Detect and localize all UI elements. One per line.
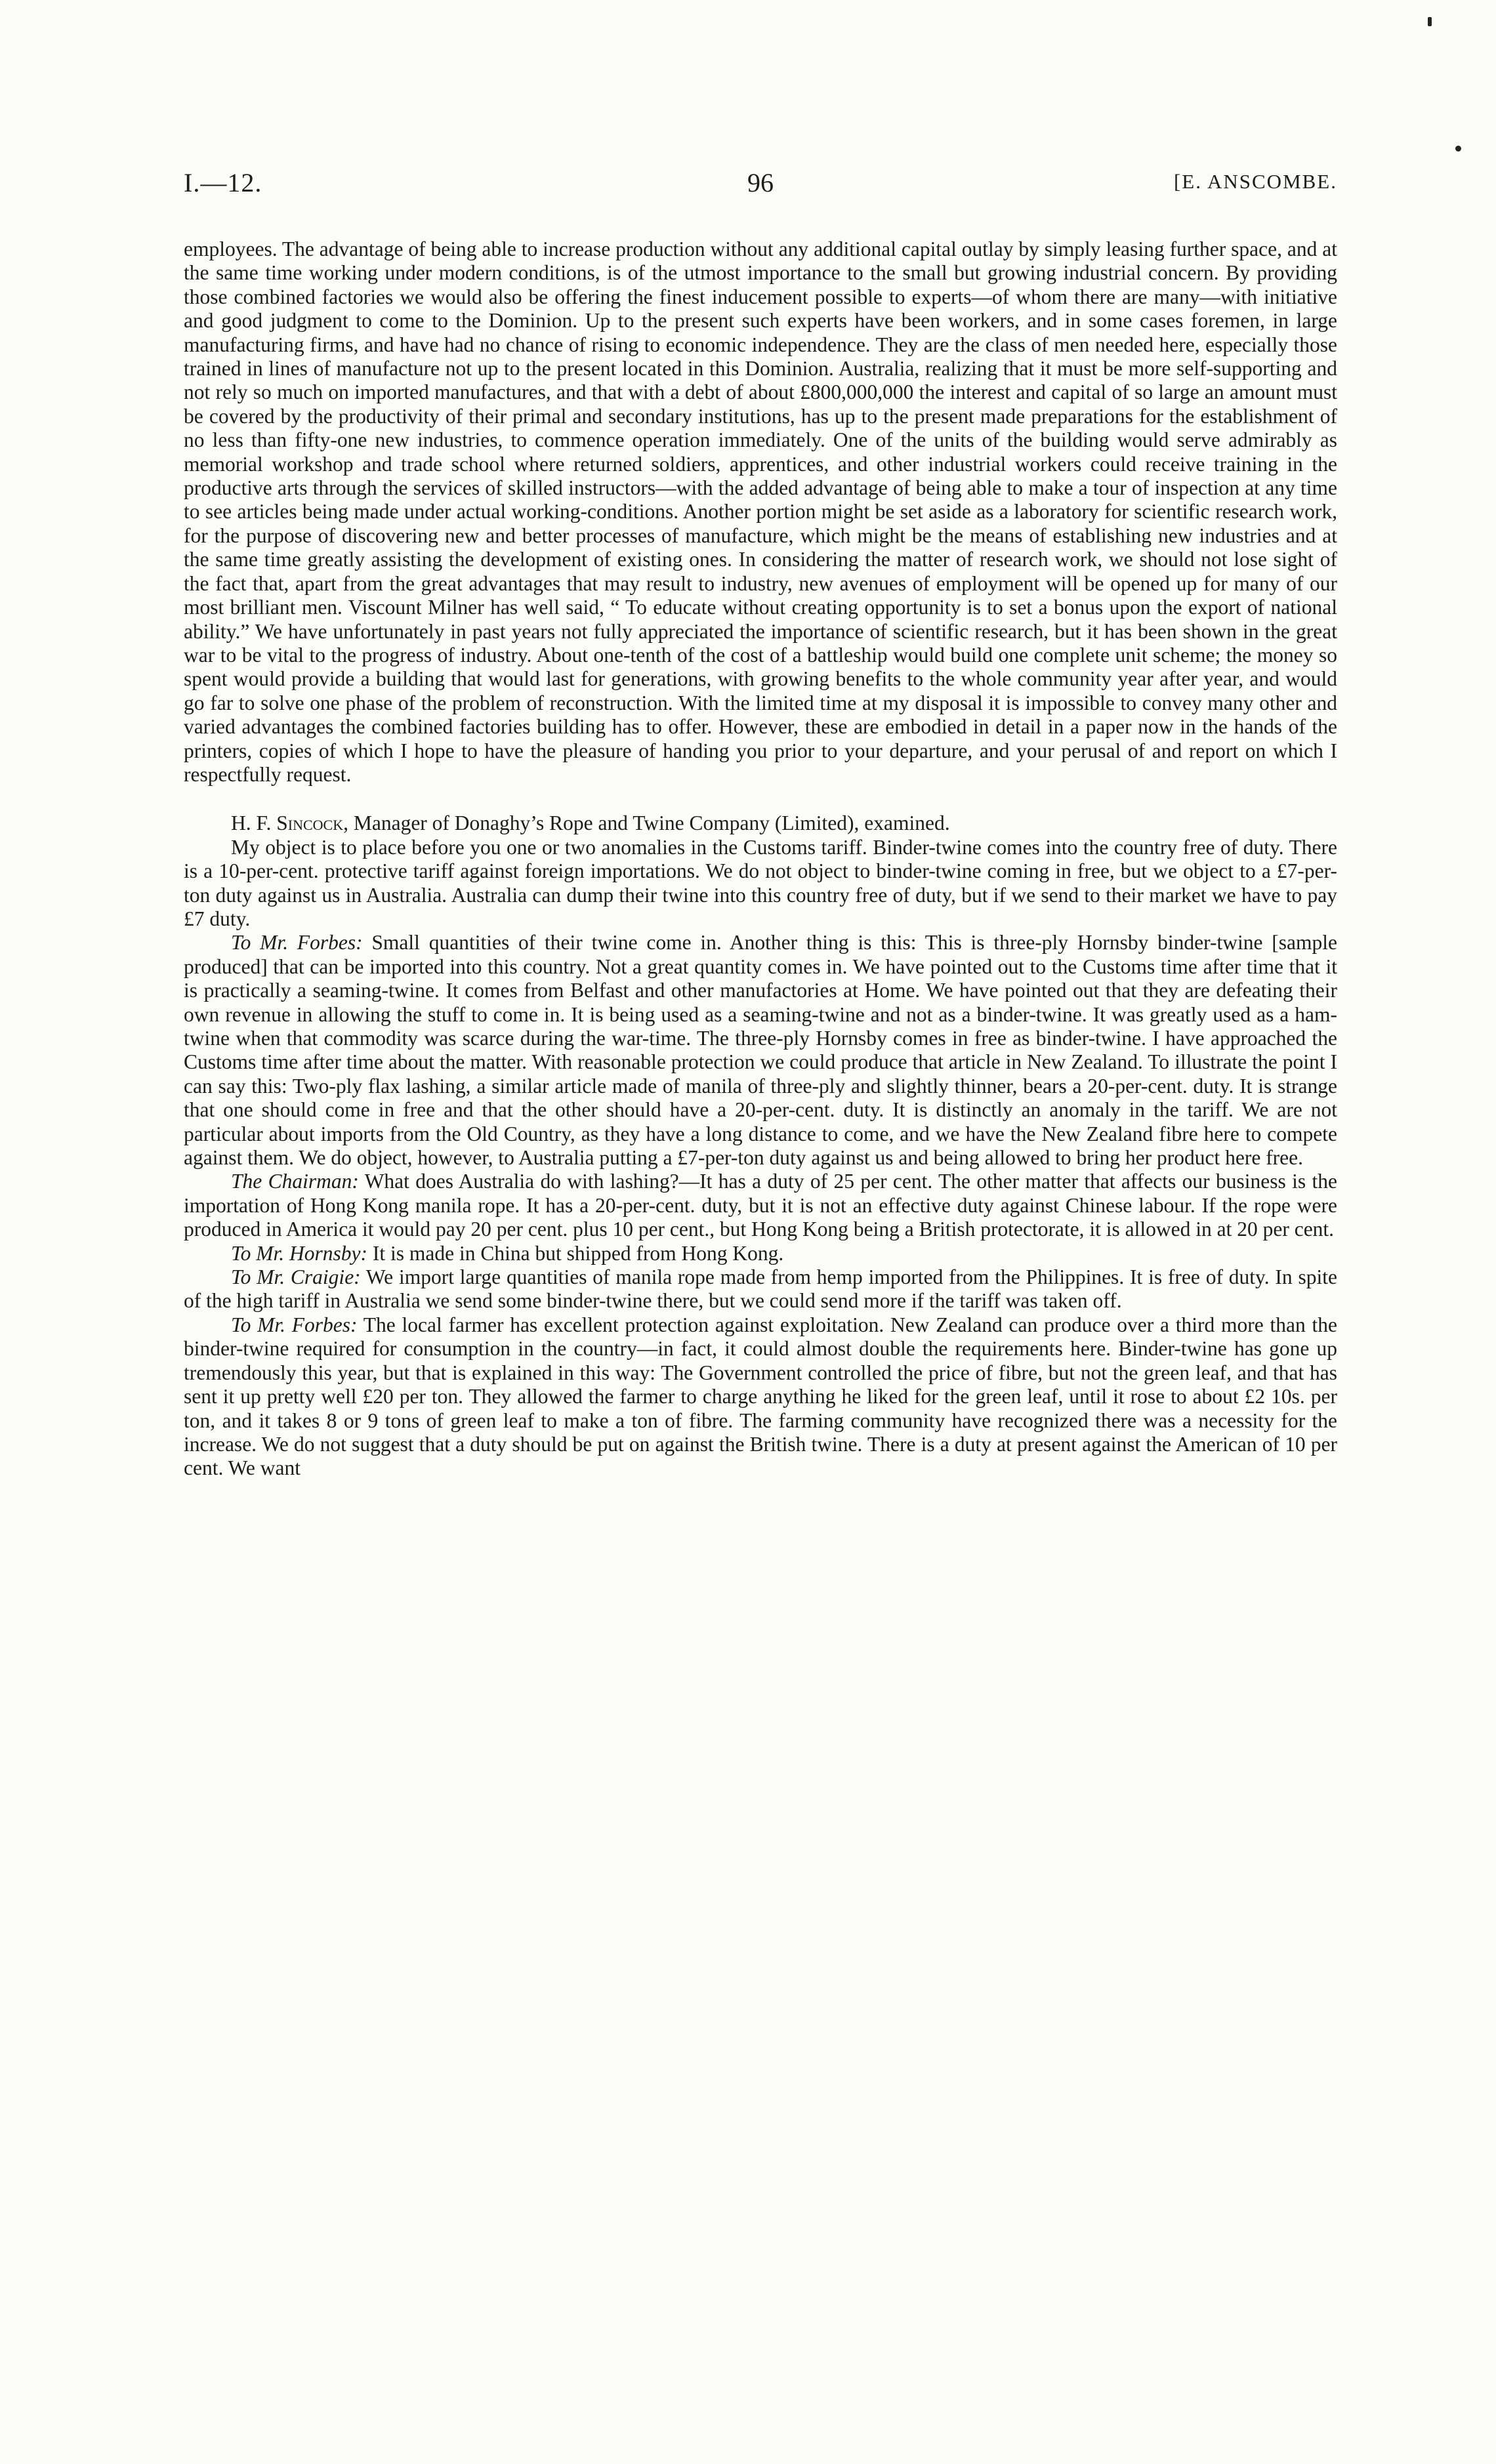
testimony-paragraph [184, 931, 1337, 1170]
speaker-label: To Mr. Forbes: [231, 1313, 358, 1336]
testimony-paragraph [184, 1170, 1337, 1241]
page-header [184, 167, 1337, 207]
testimony-paragraph [184, 1313, 1337, 1481]
testimony-paragraph [184, 1242, 1337, 1265]
testimony-text: We import large quantities of manila rope made from hemp imported from the Philippines. It is free of duty. In spite of the high tariff in Australia we send some binder-twine there, but we could send more if the tariff was taken off. [184, 1265, 1337, 1313]
witness-heading [184, 811, 1337, 835]
margin-mark [1455, 146, 1461, 152]
body-text [184, 237, 1337, 1481]
speaker-label: To Mr. Hornsby: [231, 1241, 367, 1265]
speaker-label: To Mr. Craigie: [231, 1265, 361, 1289]
testimony-text: What does Australia do with lashing?—It has a duty of 25 per cent. The other matter that affects our business is the importation of Hong Kong manila rope. It has a 20-per-cent. duty, but it is not an effective duty against Chinese labour. If the rope were produced in America it would pay 20 per cent. plus 10 per cent., but Hong Kong being a British protectorate, it is allowed in at 20 per cent. [184, 1170, 1338, 1241]
speaker-label: The Chairman: [231, 1170, 359, 1193]
testimony-text: My object is to place before you one or two anomalies in the Customs tariff. Binder-twine comes into the country free of duty. There is a 10-per-cent. protective tariff against foreign importations. We do not object to binder-twine coming in free, but we object to a £7-per-ton duty against us in Australia. Australia can dump their twine into this country free of duty, but if we send to their market we have to pay £7 duty. [184, 835, 1337, 930]
witness-running-head: [E. ANSCOMBE. [1173, 170, 1337, 193]
testimony-text: It is made in China but shipped from Hong Kong. [367, 1241, 784, 1265]
page-number: 96 [747, 168, 774, 197]
testimony-text: Small quantities of their twine come in. Another thing is this: This is three-ply Hornsby binder-twine [sample produced] that can be imported into this country. Not a great quantity comes in. We have pointed out to the Customs time after time that it is practically a seaming-twine. It comes from Belfast and other manufactories at Home. We have pointed out that they are defeating their own revenue in allowing the stuff to come in. It is being used as a seaming-twine and not as a binder-twine. It was greatly used as a ham-twine when that commodity was scarce during the war-time. The three-ply Hornsby comes in free as binder-twine. I have approached the Customs time after time about the matter. With reasonable protection we could produce that article in New Zealand. To illustrate the point I can say this: Two-ply flax lashing, a similar article made of manila of three-ply and slightly thinner, bears a 20-per-cent. duty. It is strange that one should come in free and that the other should have a 20-per-cent. duty. It is distinctly an anomaly in the tariff. We are not particular about imports from the Old Country, as they have a long distance to come, and we have the New Zealand fibre here to compete against them. We do object, however, to Australia putting a £7-per-ton duty against us and being allowed to bring her product here free. [184, 931, 1337, 1170]
speaker-label: To Mr. Forbes: [231, 931, 363, 955]
witness-name: H. F. Sincock [231, 811, 344, 835]
testimony-text: The local farmer has excellent protection against exploitation. New Zealand can produce over a third more than the binder-twine required for consumption in the country—in fact, it could almost double the requirements here. Binder-twine has gone up tremendously this year, but that is explained in this way: The Government controlled the price of fibre, but not the green leaf, and that has sent it up pretty well £20 per ton. They allowed the farmer to charge anything he liked for the green leaf, until it rose to about £2 10s. per ton, and it takes 8 or 9 tons of green leaf to make a ton of fibre. The farming community have recognized there was a necessity for the increase. We do not suggest that a duty should be put on against the British twine. There is a duty at present against the American of 10 per cent. We want [184, 1313, 1337, 1480]
intro-paragraph: employees. The advantage of being able to increase production without any additional capital outlay by simply leasing further space, and at the same time working under modern conditions, is of the utmost importance to the small but growing industrial concern. By providing those combined factories we would also be offering the finest inducement possible to experts—of whom there are many—with initiative and good judgment to come to the Dominion. Up to the present such experts have been workers, and in some cases foremen, in large manufacturing firms, and have had no chance of rising to economic independence. They are the class of men needed here, especially those trained in lines of manufacture not up to the present located in this Dominion. Australia, realizing that it must be more self-supporting and not rely so much on imported manufactures, and that with a debt of about £800,000,000 the interest and capital of so large an amount must be covered by the productivity of their primal and secondary institutions, has up to the present made preparations for the establishment of no less than fifty-one new industries, to commence operation immediately. One of the units of the building would serve admirably as memorial workshop and trade school where returned soldiers, apprentices, and other industrial workers could receive training in the productive arts through the services of skilled instructors—with the added advantage of being able to make a tour of inspection at any time to see articles being made under actual working-conditions. Another portion might be set aside as a laboratory for scientific research work, for the purpose of discovering new and better processes of manufacture, which might be the means of establishing new industries and at the same time greatly assisting the development of existing ones. In considering the matter of research work, we should not lose sight of the fact that, apart from the great advantages that may result to industry, new avenues of employment will be opened up for many of our most brilliant men. Viscount Milner has well said, “ To educate without creating opportunity is to set a bonus upon the export of national ability.” We have unfortunately in past years not fully appreciated the importance of scientific research, but it has been shown in the great war to be vital to the progress of industry. About one-tenth of the cost of a battleship would build one complete unit scheme; the money so spent would provide a building that would last for generations, with growing benefits to the whole community year after year, and would go far to solve one phase of the problem of reconstruction. With the limited time at my disposal it is impossible to convey many other and varied advantages the combined factories building has to offer. However, these are embodied in detail in a paper now in the hands of the printers, copies of which I hope to have the pleasure of handing you prior to your departure, and your perusal of and report on which I respectfully request. [184, 237, 1337, 786]
testimony-paragraph [184, 1265, 1337, 1313]
testimony-paragraph [184, 836, 1337, 932]
witness-description: , Manager of Donaghy’s Rope and Twine Company (Limited), examined. [343, 811, 950, 835]
margin-mark [1428, 17, 1432, 26]
paper-reference: I.—12. [184, 168, 262, 197]
